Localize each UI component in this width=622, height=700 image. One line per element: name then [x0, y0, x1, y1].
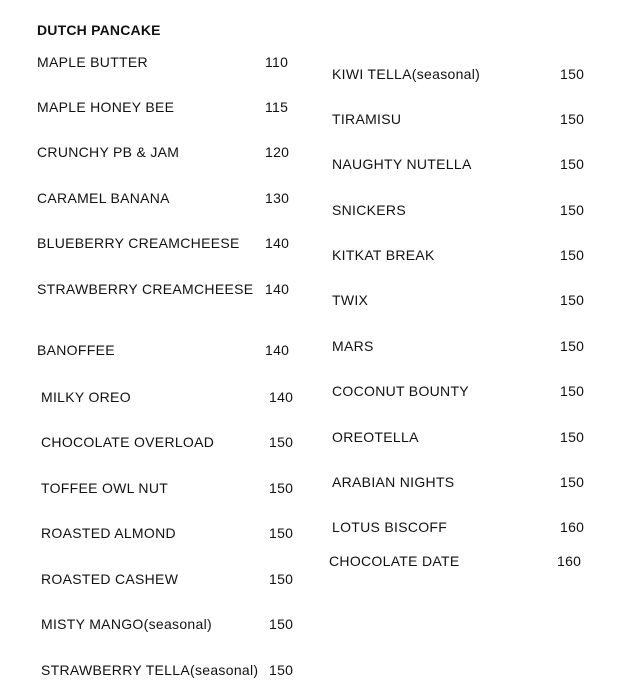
menu-item-price: 160: [560, 519, 585, 535]
menu-item-price: 150: [560, 247, 585, 263]
menu-item-price: 150: [269, 571, 294, 587]
menu-item-name: MAPLE BUTTER: [37, 54, 148, 70]
menu-item-price: 150: [269, 480, 294, 496]
menu-item-price: 140: [265, 235, 290, 251]
menu-item-name: TWIX: [332, 292, 369, 308]
menu-item-price: 115: [265, 99, 289, 115]
menu-item-name: TIRAMISU: [332, 111, 402, 127]
menu-item-name: ARABIAN NIGHTS: [332, 474, 455, 490]
menu-item-price: 150: [560, 429, 585, 445]
menu-item-price: 160: [557, 553, 582, 569]
menu-item-price: 140: [265, 281, 290, 297]
menu-item-name: LOTUS BISCOFF: [332, 519, 448, 535]
menu-item-price: 150: [560, 338, 585, 354]
menu-item-name: CARAMEL BANANA: [37, 190, 170, 206]
menu-item-price: 150: [269, 662, 294, 678]
menu-item-price: 150: [560, 474, 585, 490]
menu-item-name: ROASTED ALMOND: [41, 525, 176, 541]
menu-item-price: 150: [560, 202, 585, 218]
menu-item-price: 130: [265, 190, 290, 206]
menu-item-name: MARS: [332, 338, 374, 354]
menu-item-price: 150: [269, 525, 294, 541]
menu-item-name: CHOCOLATE OVERLOAD: [41, 434, 215, 450]
menu-item-name: SNICKERS: [332, 202, 406, 218]
menu-item-price: 150: [560, 111, 585, 127]
menu-item-name: ROASTED CASHEW: [41, 571, 179, 587]
menu-item-name: KIWI TELLA(seasonal): [332, 66, 481, 82]
menu-item-price: 150: [560, 66, 585, 82]
menu-item-name: NAUGHTY NUTELLA: [332, 156, 472, 172]
menu-title: DUTCH PANCAKE: [37, 22, 161, 38]
menu-item-name: MAPLE HONEY BEE: [37, 99, 175, 115]
menu-item-name: CRUNCHY PB & JAM: [37, 144, 180, 160]
menu-item-price: 140: [265, 342, 290, 358]
menu-item-name: STRAWBERRY TELLA(seasonal): [41, 662, 259, 678]
menu-item-price: 150: [560, 292, 585, 308]
menu-item-name: BLUEBERRY CREAMCHEESE: [37, 235, 240, 251]
menu-item-name: MISTY MANGO(seasonal): [41, 616, 212, 632]
menu-item-name: STRAWBERRY CREAMCHEESE: [37, 281, 254, 297]
menu-item-name: TOFFEE OWL NUT: [41, 480, 169, 496]
menu-item-price: 150: [269, 616, 294, 632]
menu-item-name: KITKAT BREAK: [332, 247, 435, 263]
menu-item-name: BANOFFEE: [37, 342, 115, 358]
menu-item-price: 150: [269, 434, 294, 450]
menu-item-price: 150: [560, 156, 585, 172]
menu-item-name: MILKY OREO: [41, 389, 131, 405]
menu-item-name: COCONUT BOUNTY: [332, 383, 469, 399]
menu-item-name: CHOCOLATE DATE: [329, 553, 460, 569]
menu-item-price: 110: [265, 54, 289, 70]
menu-item-price: 150: [560, 383, 585, 399]
menu-item-name: OREOTELLA: [332, 429, 419, 445]
menu-item-price: 140: [269, 389, 294, 405]
menu-item-price: 120: [265, 144, 290, 160]
